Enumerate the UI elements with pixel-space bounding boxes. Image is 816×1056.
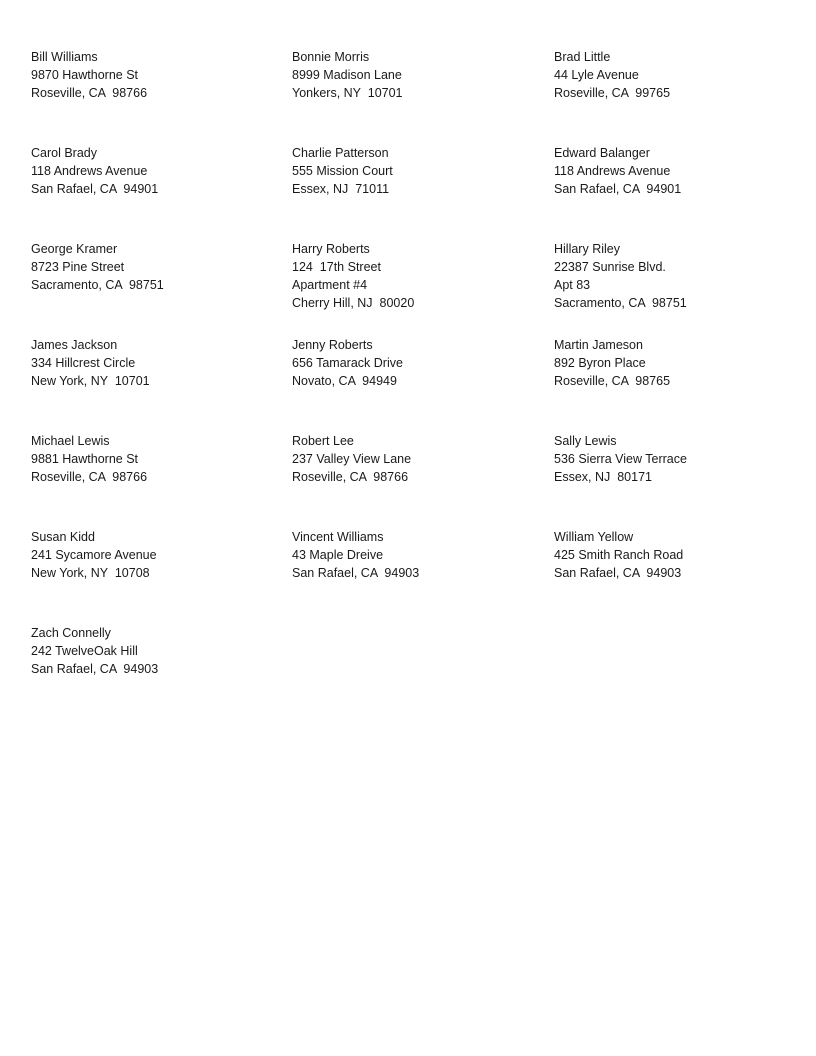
- address-label: [31, 528, 292, 624]
- label-name: Jenny Roberts: [292, 338, 373, 352]
- address-label: [554, 48, 794, 144]
- label-street: 43 Maple Dreive: [292, 548, 384, 562]
- label-name: William Yellow: [554, 530, 634, 544]
- label-name: Susan Kidd: [31, 530, 95, 544]
- label-city-state-zip: Yonkers, NY 10701: [292, 86, 403, 100]
- address-label: [31, 144, 292, 240]
- label-name: Zach Connelly: [31, 626, 111, 640]
- label-name: Carol Brady: [31, 146, 97, 160]
- label-street: 8723 Pine Street: [31, 260, 125, 274]
- label-name: George Kramer: [31, 242, 118, 256]
- label-city-state-zip: Novato, CA 94949: [292, 374, 397, 388]
- label-name: Bonnie Morris: [292, 50, 370, 64]
- label-city-state-zip: Essex, NJ 80171: [554, 470, 652, 484]
- label-name: Michael Lewis: [31, 434, 110, 448]
- label-name: Vincent Williams: [292, 530, 384, 544]
- label-city-state-zip: Roseville, CA 99765: [554, 86, 671, 100]
- address-label: [292, 528, 554, 624]
- label-city-state-zip: San Rafael, CA 94903: [554, 566, 682, 580]
- address-label: [554, 144, 794, 240]
- label-street: 44 Lyle Avenue: [554, 68, 639, 82]
- label-street: 241 Sycamore Avenue: [31, 548, 157, 562]
- label-city-state-zip: New York, NY 10708: [31, 566, 150, 580]
- label-name: James Jackson: [31, 338, 118, 352]
- label-street: 118 Andrews Avenue: [554, 164, 671, 178]
- label-street: 124 17th Street: [292, 260, 381, 274]
- label-street: 536 Sierra View Terrace: [554, 452, 687, 466]
- label-address-line: Apt 83: [554, 278, 591, 292]
- label-street: 892 Byron Place: [554, 356, 646, 370]
- label-street: 9881 Hawthorne St: [31, 452, 139, 466]
- label-name: Harry Roberts: [292, 242, 370, 256]
- label-street: 425 Smith Ranch Road: [554, 548, 684, 562]
- label-street: 334 Hillcrest Circle: [31, 356, 136, 370]
- address-label: [554, 528, 794, 624]
- address-label: [292, 144, 554, 240]
- label-street: 118 Andrews Avenue: [31, 164, 148, 178]
- address-label: [554, 432, 794, 528]
- label-street: 9870 Hawthorne St: [31, 68, 139, 82]
- label-street: 22387 Sunrise Blvd.: [554, 260, 666, 274]
- label-city-state-zip: San Rafael, CA 94903: [292, 566, 420, 580]
- label-city-state-zip: San Rafael, CA 94901: [31, 182, 159, 196]
- label-name: Bill Williams: [31, 50, 98, 64]
- address-label-grid: [31, 48, 794, 720]
- label-street: 656 Tamarack Drive: [292, 356, 403, 370]
- label-city-state-zip: San Rafael, CA 94903: [31, 662, 159, 676]
- label-city-state-zip: Sacramento, CA 98751: [554, 296, 687, 310]
- address-label: [31, 432, 292, 528]
- label-name: Sally Lewis: [554, 434, 617, 448]
- address-label: [554, 336, 794, 432]
- label-name: Hillary Riley: [554, 242, 620, 256]
- address-label: [292, 432, 554, 528]
- label-name: Martin Jameson: [554, 338, 643, 352]
- label-city-state-zip: Roseville, CA 98766: [292, 470, 409, 484]
- label-city-state-zip: Sacramento, CA 98751: [31, 278, 164, 292]
- address-label: [292, 240, 554, 336]
- label-city-state-zip: New York, NY 10701: [31, 374, 150, 388]
- label-city-state-zip: Roseville, CA 98766: [31, 470, 148, 484]
- label-city-state-zip: Roseville, CA 98765: [554, 374, 671, 388]
- address-label: [292, 48, 554, 144]
- address-label: [31, 48, 292, 144]
- label-name: Robert Lee: [292, 434, 354, 448]
- label-city-state-zip: Cherry Hill, NJ 80020: [292, 296, 415, 310]
- label-address-line: Apartment #4: [292, 278, 368, 292]
- label-street: 8999 Madison Lane: [292, 68, 402, 82]
- label-street: 555 Mission Court: [292, 164, 393, 178]
- address-label: [554, 240, 794, 336]
- address-label: [292, 336, 554, 432]
- address-label: [31, 240, 292, 336]
- address-label: [31, 624, 292, 720]
- label-street: 242 TwelveOak Hill: [31, 644, 138, 658]
- label-name: Brad Little: [554, 50, 611, 64]
- label-city-state-zip: San Rafael, CA 94901: [554, 182, 682, 196]
- label-street: 237 Valley View Lane: [292, 452, 412, 466]
- label-city-state-zip: Roseville, CA 98766: [31, 86, 148, 100]
- label-city-state-zip: Essex, NJ 71011: [292, 182, 390, 196]
- label-name: Edward Balanger: [554, 146, 650, 160]
- label-name: Charlie Patterson: [292, 146, 389, 160]
- address-label: [31, 336, 292, 432]
